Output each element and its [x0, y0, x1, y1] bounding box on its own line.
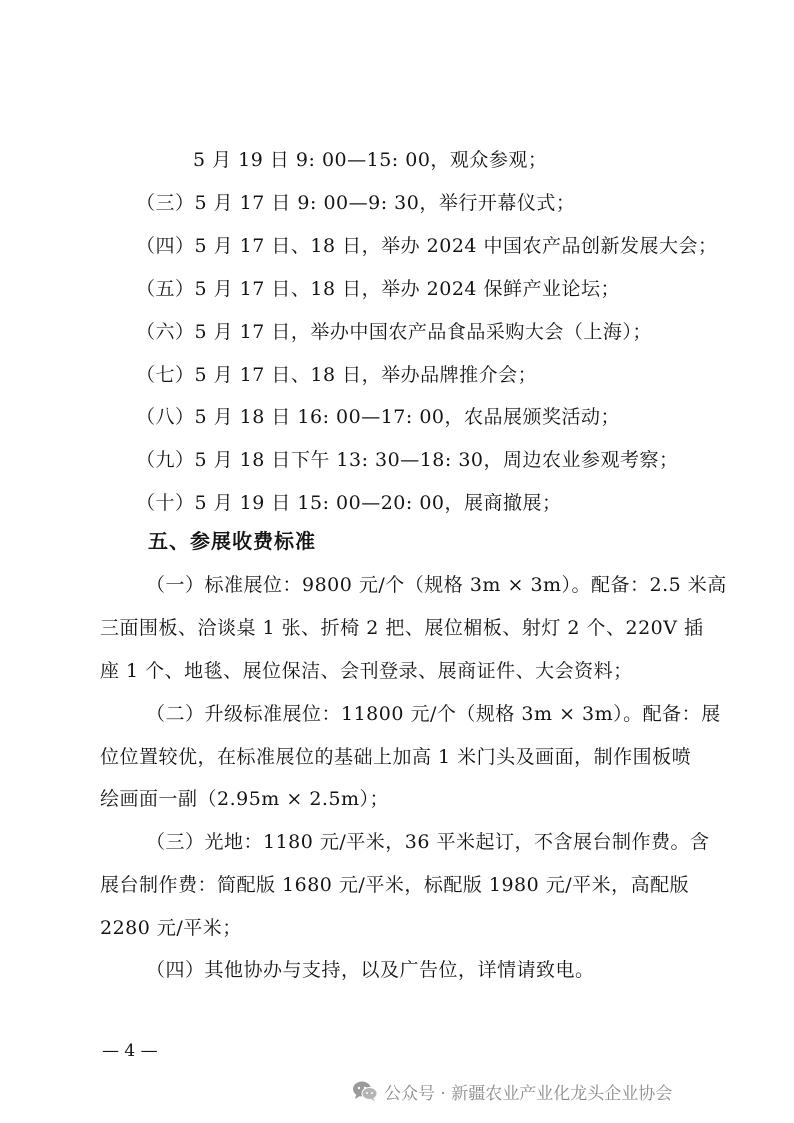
fee-line: （四）其他协办与支持，以及广告位，详情请致电。	[146, 959, 595, 981]
schedule-line: （六）5 月 17 日，举办中国农产品食品采购大会（上海）；	[136, 321, 652, 343]
schedule-line: （三）5 月 17 日 9: 00—9: 30，举行开幕仪式；	[136, 192, 576, 214]
schedule-line: 5 月 19 日 9: 00—15: 00，观众参观；	[193, 149, 548, 171]
fee-line: 三面围板、洽谈桌 1 张、折椅 2 把、展位楣板、射灯 2 个、220V 插	[100, 617, 704, 639]
fee-line: （一）标准展位：9800 元/个（规格 3m × 3m）。配备：2.5 米高	[146, 574, 727, 596]
schedule-line: （五）5 月 17 日、18 日，举办 2024 保鲜产业论坛；	[136, 278, 621, 300]
schedule-line: （四）5 月 17 日、18 日，举办 2024 中国农产品创新发展大会；	[136, 235, 718, 257]
fee-line: （二）升级标准展位：11800 元/个（规格 3m × 3m）。配备：展	[146, 703, 721, 725]
section-heading: 五、参展收费标准	[148, 529, 316, 553]
fee-line: 绘画面一副（2.95m × 2.5m）；	[100, 788, 390, 810]
fee-line: 展台制作费：简配版 1680 元/平米，标配版 1980 元/平米，高配版	[100, 874, 690, 896]
fee-line: 座 1 个、地毯、展位保洁、会刊登录、展商证件、大会资料；	[100, 660, 633, 682]
schedule-line: （九）5 月 18 日下午 13: 30—18: 30，周边农业参观考察；	[136, 449, 679, 471]
schedule-line: （八）5 月 18 日 16: 00—17: 00，农品展颁奖活动；	[136, 406, 621, 428]
schedule-line: （十）5 月 19 日 15: 00—20: 00，展商撤展；	[136, 492, 562, 514]
watermark-text: 公众号 · 新疆农业产业化龙头企业协会	[384, 1083, 673, 1104]
fee-line: （三）光地：1180 元/平米，36 平米起订，不含展台制作费。含	[146, 831, 710, 853]
watermark	[352, 1078, 672, 1104]
schedule-line: （七）5 月 17 日、18 日，举办品牌推介会；	[136, 364, 538, 386]
page-number: — 4 —	[102, 1041, 158, 1061]
fee-line: 位位置较优，在标准展位的基础上加高 1 米门头及画面，制作围板喷	[100, 746, 692, 768]
wechat-icon	[352, 1080, 378, 1102]
fee-line: 2280 元/平米；	[100, 917, 242, 939]
